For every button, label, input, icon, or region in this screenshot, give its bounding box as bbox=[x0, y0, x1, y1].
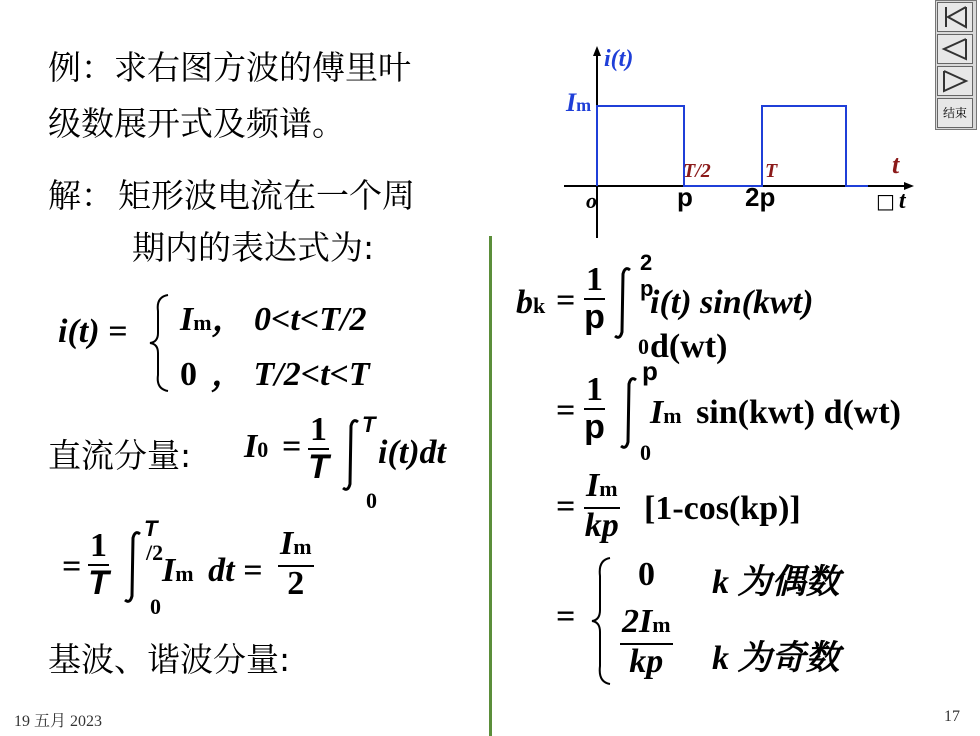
graph-im-label: Im bbox=[566, 88, 592, 117]
next-button[interactable] bbox=[937, 66, 973, 96]
bk-upper-limit-2: p bbox=[640, 276, 654, 301]
dc-label: 直流分量: bbox=[48, 436, 192, 475]
dc2-integrand: Im dt = bbox=[162, 552, 263, 589]
page-number: 17 bbox=[944, 708, 960, 725]
bk-eq-2: = bbox=[556, 392, 576, 429]
bk-upper-limit: 2 bbox=[640, 250, 653, 275]
dc-integral-sign bbox=[340, 418, 362, 499]
bk-fraction: $\frac{1}{p}$ bbox=[584, 261, 605, 336]
first-page-button[interactable] bbox=[937, 2, 973, 32]
graph-two-pi: 2p bbox=[745, 182, 776, 212]
piecewise-row-1: Im， 0<t<T/2 bbox=[180, 301, 367, 338]
problem-line-2: 级数展开式及频谱。 bbox=[48, 104, 345, 143]
piecewise-brace bbox=[148, 293, 172, 398]
dc-lhs: I0 bbox=[244, 428, 269, 465]
bk-lower-limit-b: 0 bbox=[640, 440, 651, 465]
dc2-eq: = bbox=[62, 548, 82, 585]
graph-y-label: i(t) bbox=[604, 46, 634, 72]
dc-fraction: $\frac{1}{T}$ bbox=[308, 411, 329, 486]
footer-date: 19 五月 2023 bbox=[14, 713, 103, 730]
solution-label: 解： bbox=[48, 176, 114, 215]
bk-lower-limit: 0 bbox=[638, 334, 649, 359]
dc2-result: $\frac{Im}{2}$ bbox=[280, 525, 312, 602]
bk-eq: = bbox=[556, 282, 576, 319]
graph-t-axis: t bbox=[892, 150, 900, 179]
solution-line-1: 矩形波电流在一个周 bbox=[118, 176, 415, 215]
graph-origin: o bbox=[586, 188, 597, 213]
dc-lower-limit: 0 bbox=[366, 488, 377, 513]
bk-bracket: [1-cos(kp)] bbox=[644, 490, 801, 527]
dc-eq: = bbox=[282, 428, 302, 465]
dc2-upper-limit: T bbox=[144, 516, 158, 541]
previous-button[interactable] bbox=[937, 34, 973, 64]
divider-line bbox=[489, 236, 492, 736]
graph-t-half: T/2 bbox=[683, 160, 711, 182]
graph-omega-t: □ t bbox=[876, 188, 906, 214]
dc-integrand: i(t)dt bbox=[378, 434, 446, 471]
bk-fraction-3: $\frac{Im}{kp}$ bbox=[584, 467, 619, 544]
piecewise-row-2: 0 ， T/2<t<T bbox=[180, 356, 370, 393]
bk-cases-brace bbox=[590, 556, 614, 691]
bk-upper-limit-b: p bbox=[642, 356, 658, 386]
bk-case-2-fraction: $\frac{2Im}{kp}$ bbox=[622, 603, 671, 680]
bk-integrand-2: Im sin(kwt) d(wt) bbox=[650, 394, 902, 431]
previous-icon bbox=[938, 35, 972, 63]
bk-integral-sign bbox=[612, 266, 634, 347]
graph-pi: p bbox=[677, 182, 693, 212]
next-icon bbox=[938, 67, 972, 95]
bk-case-1-condition: k 为偶数 bbox=[712, 564, 840, 601]
dc2-integral-sign bbox=[122, 530, 144, 611]
solution-line-2: 期内的表达式为: bbox=[132, 228, 375, 267]
bk-d-wt: d(wt) bbox=[650, 328, 728, 365]
bk-case-2-condition: k 为奇数 bbox=[712, 640, 840, 677]
bk-eq-3: = bbox=[556, 488, 576, 525]
piecewise-lhs: i(t) = bbox=[58, 313, 128, 350]
bk-lhs: bk bbox=[516, 284, 546, 321]
bk-eq-4: = bbox=[556, 598, 576, 635]
problem-line-1: 例：求右图方波的傅里叶 bbox=[48, 48, 411, 87]
graph-t-full: T bbox=[765, 160, 778, 182]
end-button[interactable]: 结束 bbox=[937, 98, 973, 128]
harmonic-label: 基波、谐波分量: bbox=[48, 640, 291, 679]
dc2-upper-limit-2: /2 bbox=[146, 540, 164, 565]
dc2-lower-limit: 0 bbox=[150, 594, 161, 619]
bk-integral-sign-2 bbox=[618, 376, 640, 457]
dc-upper-limit: T bbox=[362, 412, 376, 437]
dc2-fraction: $\frac{1}{T}$ bbox=[88, 527, 109, 602]
bk-fraction-2: $\frac{1}{p}$ bbox=[584, 371, 605, 446]
first-page-icon bbox=[938, 3, 972, 31]
bk-integrand: i(t) sin(kwt) bbox=[650, 284, 814, 321]
bk-case-1-value: 0 bbox=[638, 556, 655, 593]
